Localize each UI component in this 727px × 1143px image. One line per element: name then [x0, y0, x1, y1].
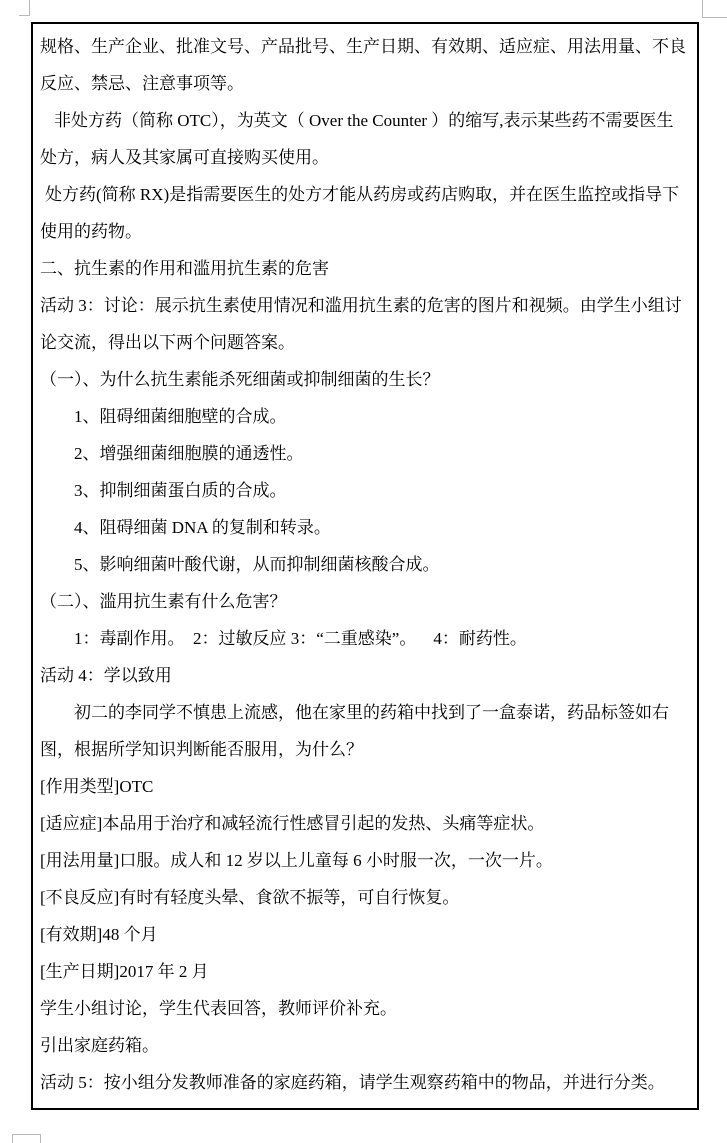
- margin-mark-top-right-vertical: [702, 0, 703, 18]
- answer-abuse-harms: 1：毒副作用。 2：过敏反应 3：“二重感染”。 4：耐药性。: [74, 629, 527, 648]
- paragraph-discussion: 学生小组讨论，学生代表回答，教师评价补充。: [40, 999, 397, 1018]
- margin-mark-top-right-horizontal: [702, 17, 727, 18]
- paragraph-lead-in: 引出家庭药箱。: [40, 1036, 159, 1055]
- paragraph-case-scenario: 初二的李同学不慎患上流感，他在家里的药箱中找到了一盒泰诺，药品标签如右图，根据所学知识判断能否服用，为什么？: [40, 703, 669, 759]
- paragraph-activity-3: 活动 3：讨论：展示抗生素使用情况和滥用抗生素的危害的图片和视频。由学生小组讨论交流，得出以下两个问题答案。: [40, 296, 682, 352]
- paragraph-otc-definition: 非处方药（简称 OTC），为英文（ Over the Counter ）的缩写,表示某些药不需要医生处方，病人及其家属可直接购买使用。: [40, 111, 674, 167]
- heading-antibiotics-section: 二、抗生素的作用和滥用抗生素的危害: [40, 259, 329, 278]
- answer-membrane-permeability: 2、增强细菌细胞膜的通透性。: [74, 444, 304, 463]
- lesson-plan-table-cell[interactable]: [31, 22, 699, 1110]
- heading-activity-4: 活动 4：学以致用: [40, 666, 172, 685]
- paragraph-activity-5: 活动 5：按小组分发教师准备的家庭药箱，请学生观察药箱中的物品，并进行分类。: [40, 1073, 665, 1092]
- answer-dna-replication: 4、阻碍细菌 DNA 的复制和转录。: [74, 518, 331, 537]
- label-production-date: [生产日期]2017 年 2 月: [40, 962, 209, 981]
- question-why-antibiotics-kill: （一）、为什么抗生素能杀死细菌或抑制细菌的生长？: [40, 370, 440, 389]
- paragraph-drug-label-fields: 规格、生产企业、批准文号、产品批号、生产日期、有效期、适应症、用法用量、不良反应、禁忌、注意事项等。: [40, 37, 686, 93]
- label-expiry: [有效期]48 个月: [40, 925, 158, 944]
- answer-cell-wall: 1、阻碍细菌细胞壁的合成。: [74, 407, 287, 426]
- label-action-type: [作用类型]OTC: [40, 777, 154, 796]
- margin-mark-top-left-vertical: [29, 0, 30, 16]
- label-dosage: [用法用量]口服。成人和 12 岁以上儿童每 6 小时服一次，一次一片。: [40, 851, 553, 870]
- answer-folate-metabolism: 5、影响细菌叶酸代谢，从而抑制细菌核酸合成。: [74, 555, 440, 574]
- question-abuse-harm: （二）、滥用抗生素有什么危害？: [40, 592, 287, 611]
- paragraph-rx-definition: 处方药(简称 RX)是指需要医生的处方才能从药房或药店购取，并在医生监控或指导下使用的药物。: [40, 185, 680, 241]
- label-adverse-reactions: [不良反应]有时有轻度头晕、食欲不振等，可自行恢复。: [40, 888, 460, 907]
- margin-mark-top-left-horizontal: [19, 15, 30, 16]
- label-indications: [适应症]本品用于治疗和减轻流行性感冒引起的发热、头痛等症状。: [40, 814, 545, 833]
- answer-protein-synthesis: 3、抑制细菌蛋白质的合成。: [74, 481, 287, 500]
- next-table-handle-box: [12, 1134, 41, 1143]
